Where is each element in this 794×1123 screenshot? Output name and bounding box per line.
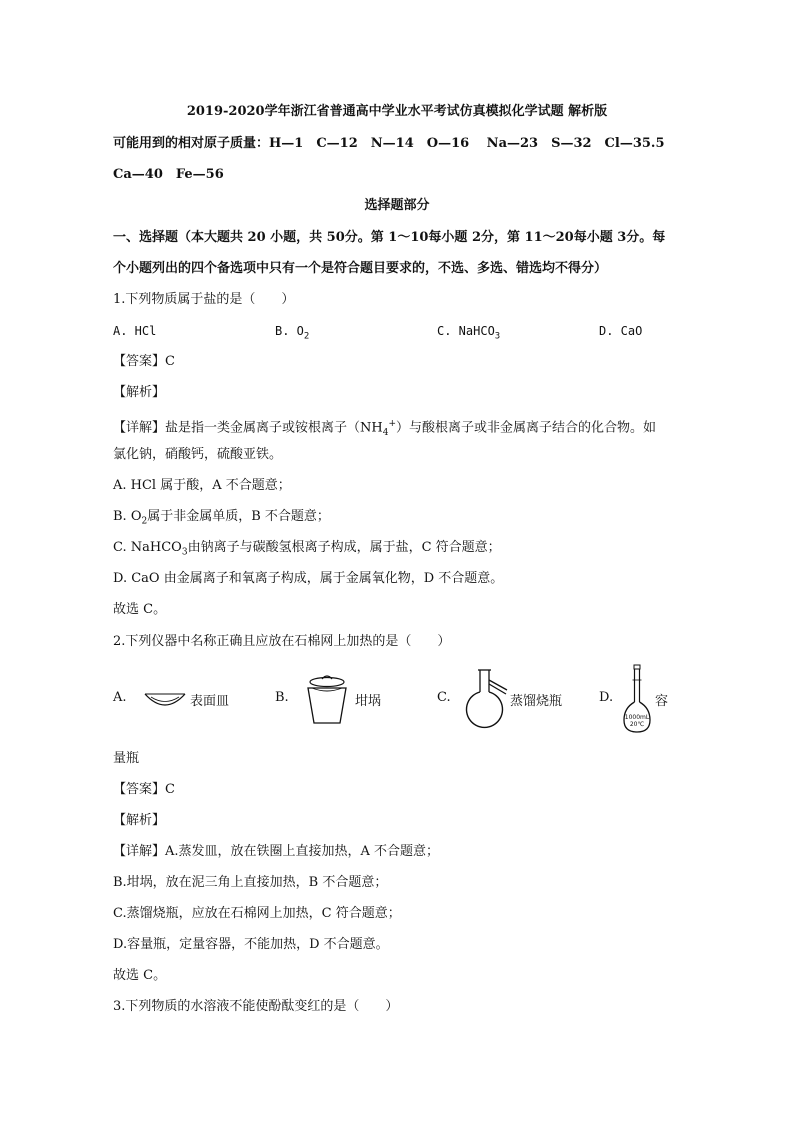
q2-option-c-letter: C. [437, 690, 451, 705]
page-title: 2019-2020学年浙江省普通高中学业水平考试仿真模拟化学试题 解析版 [186, 104, 608, 119]
q1-conclusion: 故选 C。 [113, 602, 167, 617]
q2-analysis-d: D.容量瓶，定量容器，不能加热，D 不合题意。 [113, 937, 389, 952]
q2-option-b-name: 坩埚 [355, 694, 382, 709]
flask-label-volume: 1000mL [624, 714, 650, 721]
q2-conclusion: 故选 C。 [113, 968, 167, 983]
q1-option-b: B. $O_2$ [275, 324, 310, 342]
q1-option-a: A. HCl [113, 324, 157, 338]
atomic-mass-line-2: Ca—40 Fe—56 [113, 167, 224, 182]
q2-analysis-c: C.蒸馏烧瓶，应放在石棉网上加热，C 符合题意； [113, 906, 401, 921]
q1-stem: 1.下列物质属于盐的是（ ） [113, 292, 295, 307]
q2-option-d-wrap: 量瓶 [113, 751, 140, 766]
q3-stem: 3.下列物质的水溶液不能使酚酞变红的是（ ） [113, 999, 399, 1014]
q1-detail-line-2: 氯化钠，硝酸钙，硫酸亚铁。 [113, 447, 283, 462]
section-title: 选择题部分 [364, 198, 430, 213]
q1-detail-line-1: 【详解】盐是指一类金属离子或铵根离子$(NH_4^+)$与酸根离子或非金属离子结合的化合物。如 [113, 419, 657, 438]
atomic-mass-line-1: 可能用到的相对原子质量：H—1 C—12 N—14 O—16 Na—23 S—32 Cl—35.5 [113, 136, 665, 151]
q2-analysis-b: B.坩埚，放在泥三角上直接加热，B 不合题意； [113, 875, 388, 890]
q1-analysis-d: D. CaO 由金属离子和氧离子构成，属于金属氧化物，D 不合题意。 [113, 571, 504, 586]
q1-option-c: C. NaHCO$_3$ [437, 324, 501, 342]
instructions-line-1: 一、选择题（本大题共 20 小题，共 50分。第 1～10每小题 2分，第 11～20每小题 3分。每 [113, 230, 666, 245]
q1-option-d: D. CaO [599, 324, 643, 338]
q2-analysis-label: 【解析】 [113, 813, 166, 828]
q1-analysis-a: A. HCl 属于酸，A 不合题意； [113, 478, 291, 493]
q1-analysis-c: C. NaHCO$_3$由钠离子与碳酸氢根离子构成，属于盐，C 符合题意； [113, 540, 501, 558]
q1-analysis-label: 【解析】 [113, 385, 166, 400]
q2-option-c-name: 蒸馏烧瓶 [510, 694, 563, 709]
q2-answer: 【答案】C [113, 782, 175, 797]
q2-detail: 【详解】A.蒸发皿，放在铁圈上直接加热，A 不合题意； [113, 844, 440, 859]
q2-option-a-letter: A. [113, 690, 127, 705]
q2-option-b-letter: B. [275, 690, 289, 705]
q1-answer: 【答案】C [113, 354, 175, 369]
q2-stem: 2.下列仪器中名称正确且应放在石棉网上加热的是（ ） [113, 634, 451, 649]
watch-glass-icon [143, 688, 187, 712]
flask-label-temperature: 20℃ [629, 721, 645, 728]
distillation-flask-icon [460, 666, 510, 732]
crucible-icon [303, 672, 351, 726]
instructions-line-2: 个小题列出的四个备选项中只有一个是符合题目要求的，不选、多选、错选均不得分） [113, 261, 608, 276]
q2-option-d-letter: D. [599, 690, 614, 705]
q1-analysis-b: B. $O_2$属于非金属单质，B 不合题意； [113, 509, 330, 527]
q2-option-a-name: 表面皿 [190, 694, 230, 709]
volumetric-flask-icon [622, 664, 652, 734]
q2-option-d-name: 容 [655, 694, 669, 709]
